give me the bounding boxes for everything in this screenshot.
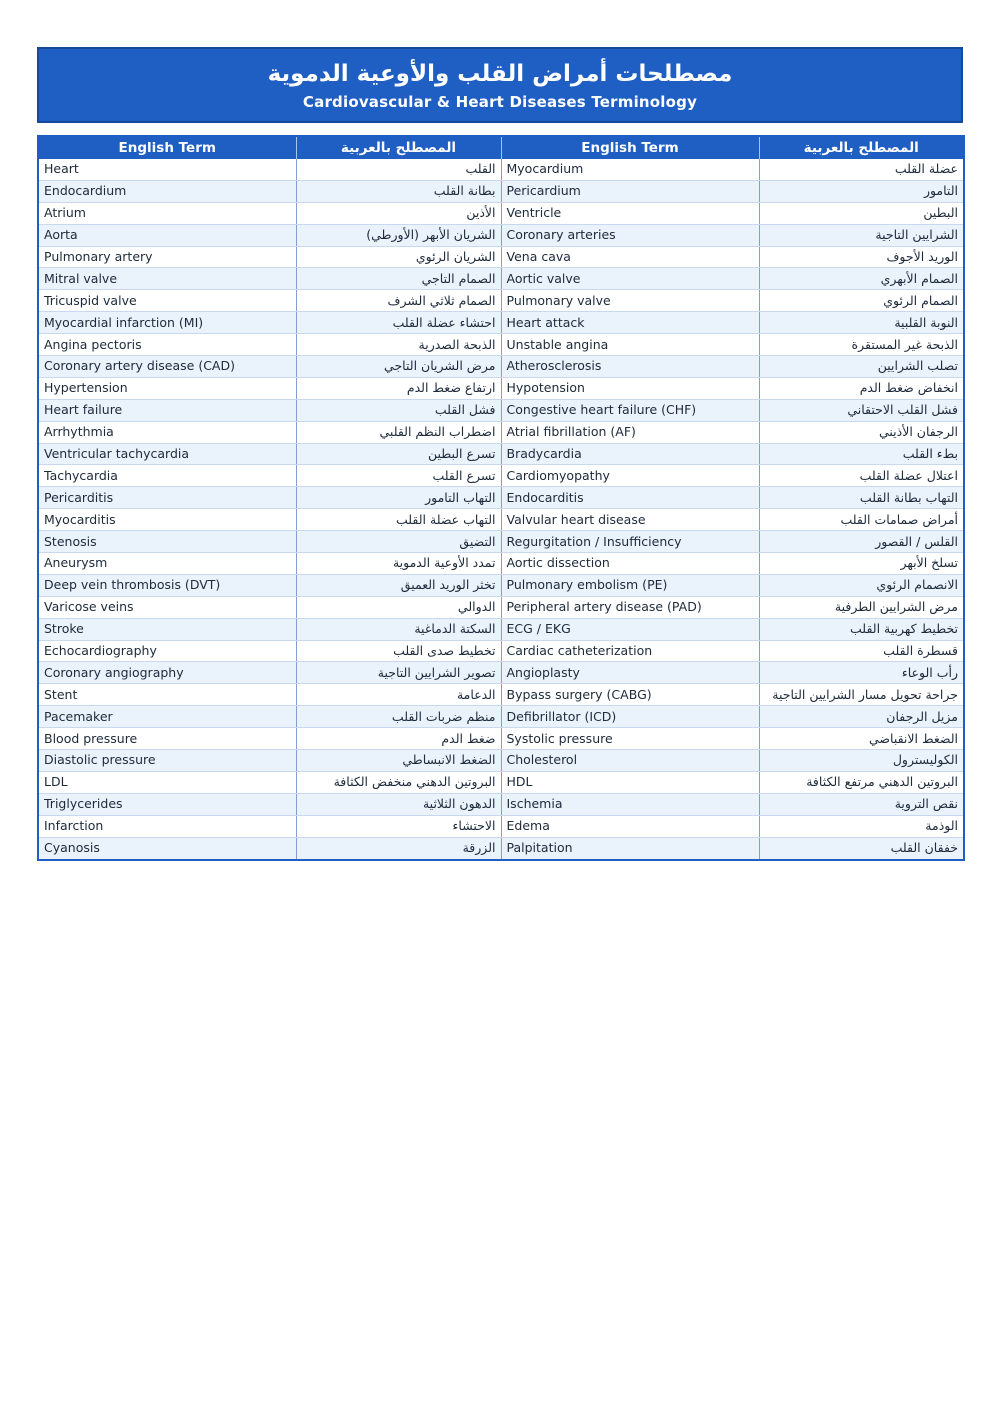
english-term-cell: Palpitation <box>501 837 759 859</box>
english-term-cell: Myocardium <box>501 159 759 180</box>
table-row <box>38 421 964 443</box>
arabic-term-cell: اضطراب النظم القلبي <box>296 421 501 443</box>
arabic-term-cell: البروتين الدهني مرتفع الكثافة <box>759 771 964 793</box>
english-term-cell: LDL <box>38 771 296 793</box>
table-row <box>38 684 964 706</box>
arabic-term-cell: احتشاء عضلة القلب <box>296 312 501 334</box>
arabic-term-cell: الذبحة الصدرية <box>296 334 501 356</box>
arabic-term-cell: انخفاض ضغط الدم <box>759 377 964 399</box>
table-row <box>38 290 964 312</box>
english-term-cell: Pericardium <box>501 180 759 202</box>
arabic-term-cell: منظم ضربات القلب <box>296 706 501 728</box>
table-row <box>38 443 964 465</box>
arabic-term-cell: تمدد الأوعية الدموية <box>296 553 501 575</box>
arabic-term-cell: القلس / القصور <box>759 531 964 553</box>
arabic-term-cell: تصوير الشرايين التاجية <box>296 662 501 684</box>
table-row <box>38 706 964 728</box>
arabic-term-cell: الشرايين التاجية <box>759 224 964 246</box>
title-banner <box>37 47 963 123</box>
arabic-term-cell: تخطيط صدى القلب <box>296 640 501 662</box>
english-term-cell: Cardiac catheterization <box>501 640 759 662</box>
arabic-term-cell: اعتلال عضلة القلب <box>759 465 964 487</box>
arabic-term-cell: الشريان الرئوي <box>296 246 501 268</box>
arabic-term-cell: مرض الشرايين الطرفية <box>759 596 964 618</box>
english-term-cell: Endocarditis <box>501 487 759 509</box>
arabic-term-cell: الوذمة <box>759 815 964 837</box>
english-term-cell: Cyanosis <box>38 837 296 859</box>
table-row <box>38 618 964 640</box>
title-english: Cardiovascular & Heart Diseases Terminology <box>302 93 698 111</box>
arabic-term-cell: الشريان الأبهر (الأورطي) <box>296 224 501 246</box>
arabic-term-cell: بطانة القلب <box>296 180 501 202</box>
table-row <box>38 771 964 793</box>
arabic-term-cell: الكوليسترول <box>759 750 964 772</box>
arabic-term-cell: التهاب بطانة القلب <box>759 487 964 509</box>
english-term-cell: Vena cava <box>501 246 759 268</box>
english-term-cell: Peripheral artery disease (PAD) <box>501 596 759 618</box>
terminology-table <box>37 135 965 861</box>
table-row <box>38 377 964 399</box>
english-term-cell: Triglycerides <box>38 793 296 815</box>
arabic-term-cell: البروتين الدهني منخفض الكثافة <box>296 771 501 793</box>
arabic-term-cell: تسلخ الأبهر <box>759 553 964 575</box>
english-term-cell: Pulmonary valve <box>501 290 759 312</box>
arabic-term-cell: التضيق <box>296 531 501 553</box>
table-row <box>38 509 964 531</box>
english-term-cell: Myocarditis <box>38 509 296 531</box>
table-row <box>38 202 964 224</box>
english-term-cell: Edema <box>501 815 759 837</box>
table-row <box>38 180 964 202</box>
english-term-cell: Aortic dissection <box>501 553 759 575</box>
arabic-term-cell: فشل القلب <box>296 399 501 421</box>
english-term-cell: Heart <box>38 159 296 180</box>
table-row <box>38 574 964 596</box>
table-row <box>38 399 964 421</box>
english-term-cell: Regurgitation / Insufficiency <box>501 531 759 553</box>
header-english-term-1: English Term <box>38 136 296 159</box>
table-row <box>38 246 964 268</box>
english-term-cell: Echocardiography <box>38 640 296 662</box>
english-term-cell: Pacemaker <box>38 706 296 728</box>
english-term-cell: HDL <box>501 771 759 793</box>
arabic-term-cell: النوبة القلبية <box>759 312 964 334</box>
arabic-term-cell: الصمام الأبهري <box>759 268 964 290</box>
arabic-term-cell: الصمام التاجي <box>296 268 501 290</box>
english-term-cell: Hypertension <box>38 377 296 399</box>
english-term-cell: Angina pectoris <box>38 334 296 356</box>
table-row <box>38 224 964 246</box>
english-term-cell: Cholesterol <box>501 750 759 772</box>
english-term-cell: Tricuspid valve <box>38 290 296 312</box>
arabic-term-cell: تصلب الشرايين <box>759 356 964 378</box>
english-term-cell: Coronary artery disease (CAD) <box>38 356 296 378</box>
table-row <box>38 837 964 859</box>
english-term-cell: Aorta <box>38 224 296 246</box>
table-row <box>38 312 964 334</box>
english-term-cell: Valvular heart disease <box>501 509 759 531</box>
arabic-term-cell: تخطيط كهربية القلب <box>759 618 964 640</box>
english-term-cell: Stenosis <box>38 531 296 553</box>
table-row <box>38 465 964 487</box>
arabic-term-cell: الرجفان الأذيني <box>759 421 964 443</box>
table-row <box>38 793 964 815</box>
english-term-cell: Ventricle <box>501 202 759 224</box>
english-term-cell: Aortic valve <box>501 268 759 290</box>
arabic-term-cell: مزيل الرجفان <box>759 706 964 728</box>
arabic-term-cell: الدوالي <box>296 596 501 618</box>
english-term-cell: ECG / EKG <box>501 618 759 640</box>
english-term-cell: Aneurysm <box>38 553 296 575</box>
english-term-cell: Coronary angiography <box>38 662 296 684</box>
table-row <box>38 750 964 772</box>
arabic-term-cell: عضلة القلب <box>759 159 964 180</box>
title-arabic: مصطلحات أمراض القلب والأوعية الدموية <box>267 61 733 87</box>
arabic-term-cell: الزرقة <box>296 837 501 859</box>
header-english-term-2: English Term <box>501 136 759 159</box>
english-term-cell: Diastolic pressure <box>38 750 296 772</box>
english-term-cell: Deep vein thrombosis (DVT) <box>38 574 296 596</box>
arabic-term-cell: الدعامة <box>296 684 501 706</box>
header-arabic-term-2: المصطلح بالعربية <box>759 136 964 159</box>
table-row <box>38 268 964 290</box>
english-term-cell: Endocardium <box>38 180 296 202</box>
english-term-cell: Atherosclerosis <box>501 356 759 378</box>
english-term-cell: Pulmonary artery <box>38 246 296 268</box>
english-term-cell: Unstable angina <box>501 334 759 356</box>
table-row <box>38 553 964 575</box>
english-term-cell: Bradycardia <box>501 443 759 465</box>
arabic-term-cell: الوريد الأجوف <box>759 246 964 268</box>
arabic-term-cell: التهاب التامور <box>296 487 501 509</box>
arabic-term-cell: جراحة تحويل مسار الشرايين التاجية <box>759 684 964 706</box>
arabic-term-cell: بطء القلب <box>759 443 964 465</box>
table-row <box>38 728 964 750</box>
english-term-cell: Pulmonary embolism (PE) <box>501 574 759 596</box>
arabic-term-cell: قسطرة القلب <box>759 640 964 662</box>
table-header-row <box>38 136 964 159</box>
arabic-term-cell: الدهون الثلاثية <box>296 793 501 815</box>
arabic-term-cell: فشل القلب الاحتقاني <box>759 399 964 421</box>
arabic-term-cell: مرض الشريان التاجي <box>296 356 501 378</box>
table-row <box>38 662 964 684</box>
english-term-cell: Bypass surgery (CABG) <box>501 684 759 706</box>
arabic-term-cell: تخثر الوريد العميق <box>296 574 501 596</box>
english-term-cell: Mitral valve <box>38 268 296 290</box>
english-term-cell: Cardiomyopathy <box>501 465 759 487</box>
table-row <box>38 640 964 662</box>
english-term-cell: Varicose veins <box>38 596 296 618</box>
english-term-cell: Heart attack <box>501 312 759 334</box>
arabic-term-cell: ارتفاع ضغط الدم <box>296 377 501 399</box>
arabic-term-cell: تسرع القلب <box>296 465 501 487</box>
english-term-cell: Infarction <box>38 815 296 837</box>
arabic-term-cell: التامور <box>759 180 964 202</box>
table-row <box>38 334 964 356</box>
arabic-term-cell: الأذين <box>296 202 501 224</box>
arabic-term-cell: خفقان القلب <box>759 837 964 859</box>
arabic-term-cell: الضغط الانقباضي <box>759 728 964 750</box>
english-term-cell: Heart failure <box>38 399 296 421</box>
english-term-cell: Ventricular tachycardia <box>38 443 296 465</box>
table-row <box>38 596 964 618</box>
arabic-term-cell: الصمام الرئوي <box>759 290 964 312</box>
arabic-term-cell: القلب <box>296 159 501 180</box>
english-term-cell: Stent <box>38 684 296 706</box>
english-term-cell: Congestive heart failure (CHF) <box>501 399 759 421</box>
english-term-cell: Blood pressure <box>38 728 296 750</box>
table-row <box>38 815 964 837</box>
english-term-cell: Stroke <box>38 618 296 640</box>
table-row <box>38 356 964 378</box>
english-term-cell: Atrium <box>38 202 296 224</box>
arabic-term-cell: رأب الوعاء <box>759 662 964 684</box>
arabic-term-cell: ضغط الدم <box>296 728 501 750</box>
arabic-term-cell: أمراض صمامات القلب <box>759 509 964 531</box>
english-term-cell: Pericarditis <box>38 487 296 509</box>
header-arabic-term-1: المصطلح بالعربية <box>296 136 501 159</box>
table-row <box>38 531 964 553</box>
arabic-term-cell: نقص التروية <box>759 793 964 815</box>
english-term-cell: Coronary arteries <box>501 224 759 246</box>
english-term-cell: Defibrillator (ICD) <box>501 706 759 728</box>
arabic-term-cell: السكتة الدماغية <box>296 618 501 640</box>
english-term-cell: Myocardial infarction (MI) <box>38 312 296 334</box>
english-term-cell: Systolic pressure <box>501 728 759 750</box>
arabic-term-cell: تسرع البطين <box>296 443 501 465</box>
english-term-cell: Tachycardia <box>38 465 296 487</box>
english-term-cell: Atrial fibrillation (AF) <box>501 421 759 443</box>
table-row <box>38 487 964 509</box>
english-term-cell: Ischemia <box>501 793 759 815</box>
english-term-cell: Hypotension <box>501 377 759 399</box>
arabic-term-cell: البطين <box>759 202 964 224</box>
arabic-term-cell: التهاب عضلة القلب <box>296 509 501 531</box>
arabic-term-cell: الانصمام الرئوي <box>759 574 964 596</box>
table-row <box>38 159 964 180</box>
english-term-cell: Angioplasty <box>501 662 759 684</box>
arabic-term-cell: الضغط الانبساطي <box>296 750 501 772</box>
arabic-term-cell: الصمام ثلاثي الشرف <box>296 290 501 312</box>
arabic-term-cell: الاحتشاء <box>296 815 501 837</box>
english-term-cell: Arrhythmia <box>38 421 296 443</box>
arabic-term-cell: الذبحة غير المستقرة <box>759 334 964 356</box>
